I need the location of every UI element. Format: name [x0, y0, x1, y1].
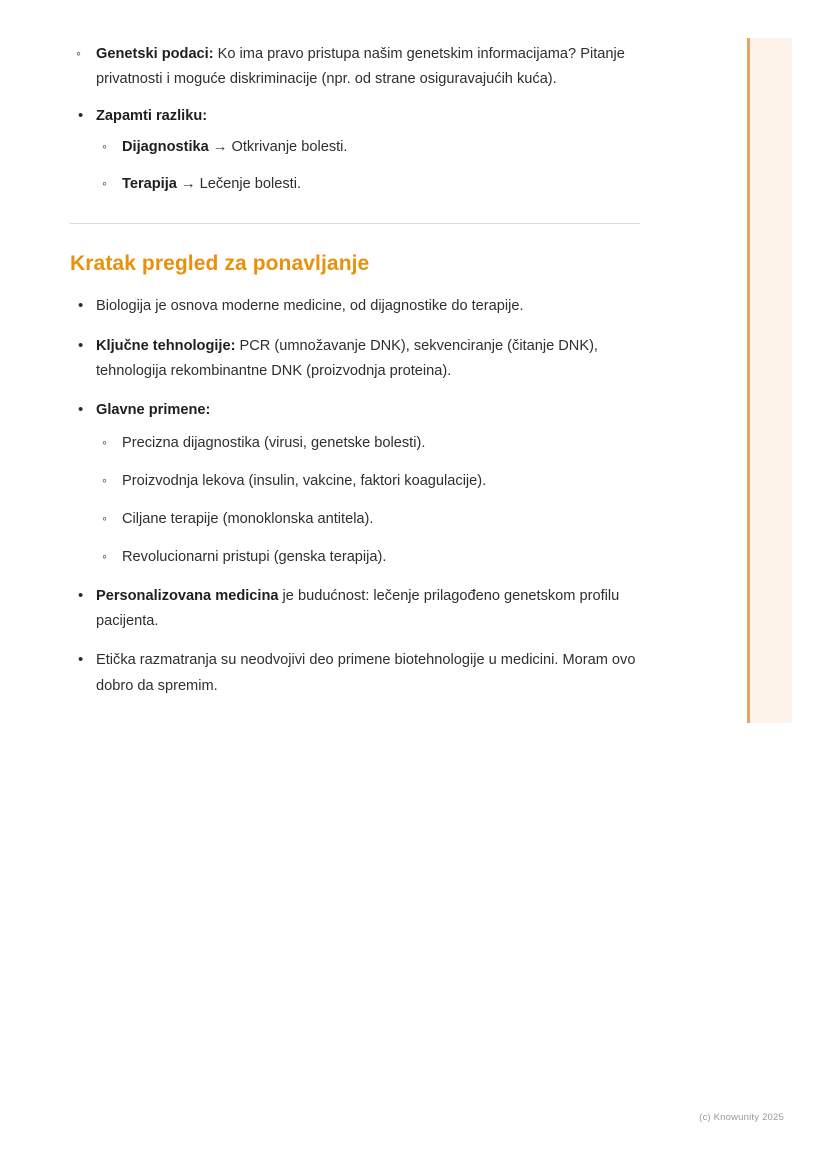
genetic-data-list: [70, 42, 640, 92]
personalized-medicine-term: Personalizovana medicina: [96, 588, 279, 605]
remember-difference-list: [70, 104, 640, 197]
diagnostics-term: Dijagnostika: [122, 139, 209, 156]
therapy-text: → Lečenje bolesti.: [176, 176, 302, 193]
list-item: [70, 42, 640, 92]
list-item: [96, 545, 640, 570]
list-item: [70, 294, 640, 319]
key-technologies-term: Ključne tehnologije:: [96, 337, 236, 354]
list-item: [96, 135, 640, 160]
list-item: [70, 398, 640, 570]
list-item: [70, 648, 640, 698]
key-technologies-text: PCR (umnožavanje DNK), sekvenciranje (čitanje DNK), tehnologija rekombinantne DNK (proizvodnja proteina).: [96, 337, 598, 379]
list-item: [96, 507, 640, 532]
therapy-term: Terapija: [122, 176, 177, 193]
application-2: Proizvodnja lekova (insulin, vakcine, faktori koagulacije).: [122, 472, 487, 489]
list-item: [70, 104, 640, 197]
list-item: [96, 469, 640, 494]
genetic-data-term: Genetski podaci:: [96, 46, 214, 62]
section-divider: [70, 223, 640, 224]
main-applications-sublist: [96, 431, 640, 570]
personalized-medicine-text: je budućnost: lečenje prilagođeno genetskom profilu pacijenta.: [96, 588, 620, 630]
summary-item-1-text: Biologija je osnova moderne medicine, od dijagnostike do terapije.: [96, 298, 524, 315]
ethics-text: Etička razmatranja su neodvojivi deo primene biotehnologije u medicini. Moram ovo dobro da spremim.: [96, 652, 636, 694]
main-applications-term: Glavne primene:: [96, 401, 211, 418]
list-item: [96, 172, 640, 197]
application-1: Precizna dijagnostika (virusi, genetske bolesti).: [122, 434, 426, 451]
summary-list: [70, 294, 640, 698]
decorative-side-rule: [747, 38, 750, 723]
genetic-data-text: Ko ima pravo pristupa našim genetskim informacijama? Pitanje privatnosti i moguće diskriminacije (npr. od strane osiguravajućih kuća).: [96, 46, 625, 88]
list-item: [96, 431, 640, 456]
decorative-side-strip: [750, 38, 792, 723]
page-title: Kratak pregled za ponavljanje: [70, 252, 370, 276]
application-3: Ciljane terapije (monoklonska antitela).: [122, 511, 374, 528]
top-block: [70, 42, 640, 197]
remember-difference-heading: Zapamti razliku:: [96, 108, 208, 125]
diagnostics-text: → Otkrivanje bolesti.: [208, 139, 348, 156]
list-item: [70, 334, 640, 384]
footer-copyright: (c) Knowunity 2025: [699, 1112, 784, 1123]
remember-difference-sublist: [96, 135, 640, 197]
application-4: Revolucionarni pristupi (genska terapija).: [122, 549, 387, 566]
list-item: [70, 584, 640, 634]
document-content: [70, 36, 640, 713]
